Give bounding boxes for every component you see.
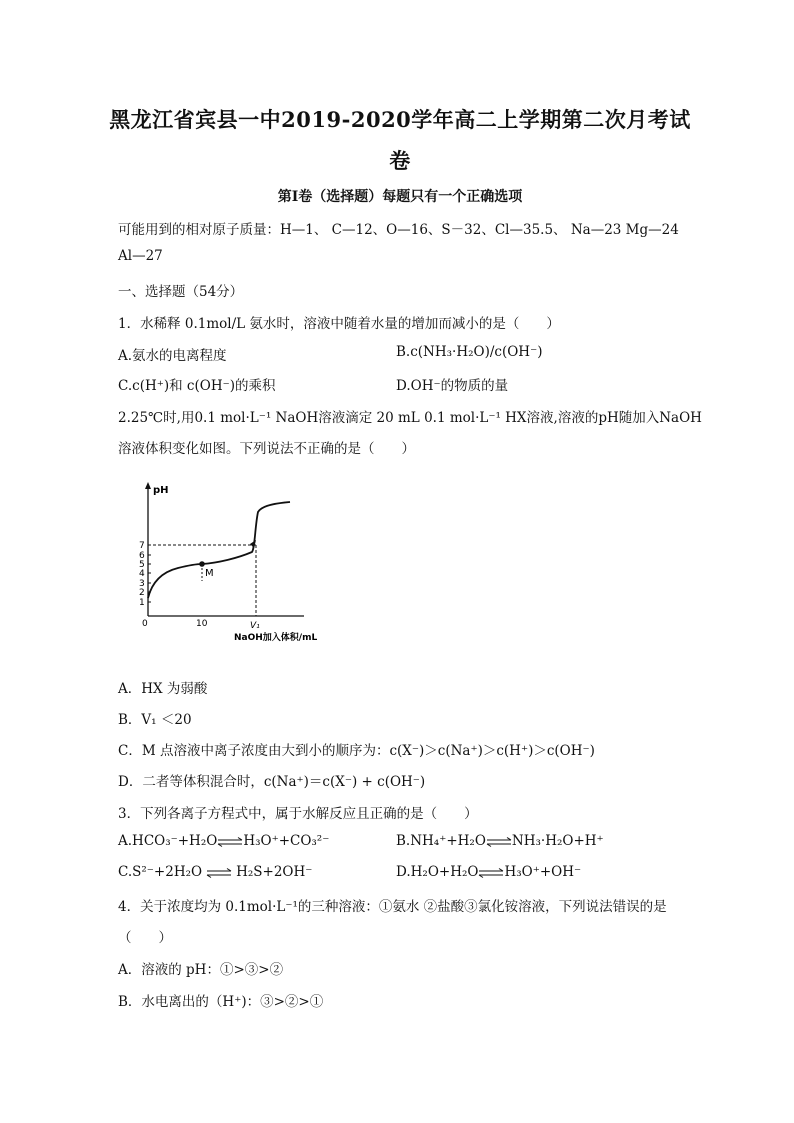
q3-a-reactants: A.HCO₃⁻+H₂O [118,833,218,849]
q3-option-c [118,864,312,880]
titration-curve-svg [138,478,338,643]
point-m-label: M [205,568,214,579]
equilibrium-arrow-icon [202,868,236,878]
y-tick-7: 7 [139,541,145,551]
q2-option-c: C．M 点溶液中离子浓度由大到小的顺序为：c(X⁻)＞c(Na⁺)＞c(H⁺)＞c(OH⁻) [118,743,595,759]
q2-stem-line2: 溶液体积变化如图。下列说法不正确的是（ ） [118,441,415,457]
q1-stem: 1．水稀释 0.1mol/L 氨水时，溶液中随着水量的增加而减小的是（ ） [118,316,560,332]
x-axis-label: NaOH加入体积/mL [234,633,318,643]
q4-stem-line1: 4．关于浓度均为 0.1mol·L⁻¹的三种溶液：①氨水 ②盐酸③氯化铵溶液，下列说法错误的是 [118,899,667,915]
y-tick-1: 1 [139,598,145,608]
titration-curve [148,502,290,598]
exam-title-line1: 黑龙江省宾县一中2019-2020学年高二上学期第二次月考试 [109,107,691,132]
titration-curve-figure [138,478,338,643]
x-tick-0: 0 [142,619,148,629]
y-tick-6: 6 [139,551,145,561]
q3-c-products: H₂S+2OH⁻ [236,864,313,880]
q2-option-a: A．HX 为弱酸 [118,681,208,697]
y-axis-label: pH [153,485,169,496]
q2-option-b: B．V₁ ＜20 [118,712,192,728]
point-m-marker [199,561,205,567]
q1-option-c: C.c(H⁺)和 c(OH⁻)的乘积 [118,378,276,394]
q4-stem-line2: （ ） [118,930,172,946]
equilibrium-arrow-icon [478,868,504,878]
q3-b-reactants: B.NH₄⁺+H₂O [396,833,486,849]
curve-arrow [250,540,256,548]
part-header: 一、选择题（54分） [118,284,244,300]
q3-d-reactants: D.H₂O+H₂O [396,864,479,880]
q3-a-products: H₃O⁺+CO₃²⁻ [243,833,330,849]
exam-title-line2: 卷 [389,148,411,173]
q3-b-products: NH₃·H₂O+H⁺ [511,833,604,849]
x-tick-v1: V₁ [250,621,260,631]
q1-option-d: D.OH⁻的物质的量 [396,378,509,394]
atomic-mass-line2: Al—27 [118,248,163,264]
q3-option-b [396,833,604,849]
section-title: 第Ⅰ卷（选择题）每题只有一个正确选项 [277,189,523,205]
q4-option-a: A．溶液的 pH：①>③>② [118,962,284,978]
x-tick-10: 10 [196,619,208,629]
q3-c-reactants: C.S²⁻+2H₂O [118,864,203,880]
q3-option-d [396,864,581,880]
y-axis-arrow [145,482,151,489]
q2-stem-line1: 2.25℃时,用0.1 mol·L⁻¹ NaOH溶液滴定 20 mL 0.1 mol·L⁻¹ HX溶液,溶液的pH随加入NaOH [118,410,702,426]
q3-stem: 3．下列各离子方程式中，属于水解反应且正确的是（ ） [118,806,478,822]
y-tick-3: 3 [139,579,145,589]
y-tick-4: 4 [139,569,145,579]
q3-d-products: H₃O⁺+OH⁻ [504,864,582,880]
y-tick-5: 5 [139,560,145,570]
atomic-mass-line1: 可能用到的相对原子质量：H—1、 C—12、O—16、S－32、Cl—35.5、 Na—23 Mg—24 [118,222,679,238]
q2-option-d: D．二者等体积混合时，c(Na⁺)＝c(X⁻) + c(OH⁻) [118,774,426,790]
equilibrium-arrow-icon [217,837,243,847]
y-tick-2: 2 [139,588,145,598]
q1-option-a: A.氨水的电离程度 [118,348,227,364]
q3-option-a [118,833,329,849]
q1-option-b: B.c(NH₃·H₂O)/c(OH⁻) [396,344,543,360]
equilibrium-arrow-icon [486,837,512,847]
q4-option-b: B．水电离出的（H⁺)：③>②>① [118,994,324,1010]
